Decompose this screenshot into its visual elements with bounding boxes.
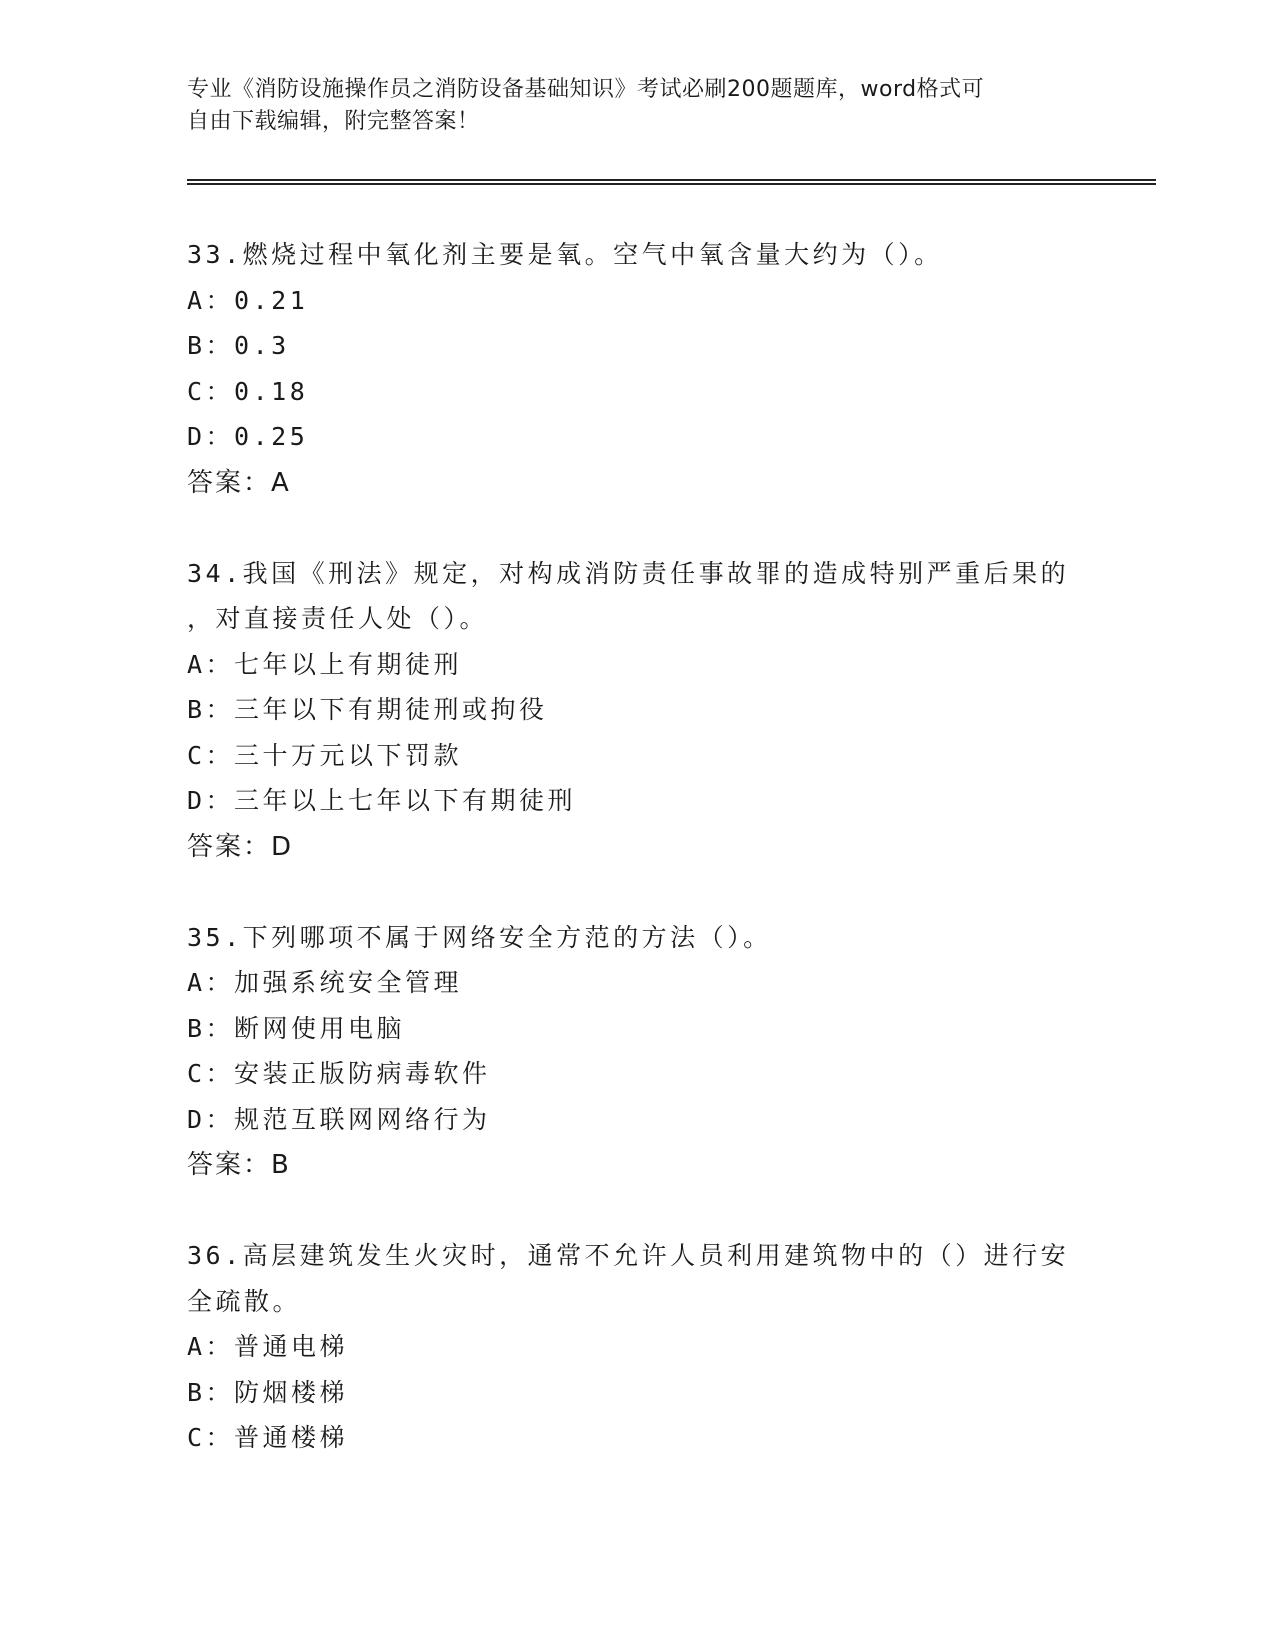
document-header xyxy=(187,74,1067,138)
option-b: B：断网使用电脑 xyxy=(187,1013,406,1043)
option-b: B：三年以下有期徒刑或拘役 xyxy=(187,695,548,724)
question-stem-continued: ，对直接责任人处（）。 xyxy=(187,604,489,633)
question-33 xyxy=(187,232,1087,506)
question-36 xyxy=(187,1233,1087,1461)
answer-line: 答案：B xyxy=(187,1150,291,1180)
option-d: D：0.25 xyxy=(187,422,309,451)
question-stem: 35.下列哪项不属于网络安全方范的方法（）。 xyxy=(187,922,772,952)
option-d: D：三年以上七年以下有期徒刑 xyxy=(187,786,577,815)
header-divider xyxy=(187,179,1156,185)
option-a: A：七年以上有期徒刑 xyxy=(187,649,463,679)
answer-line: 答案：D xyxy=(187,831,294,862)
option-c: C：三十万元以下罚款 xyxy=(187,740,463,770)
option-b: B：0.3 xyxy=(187,331,290,360)
header-line-2: 自由下载编辑，附完整答案！ xyxy=(187,109,480,134)
question-35 xyxy=(187,915,1087,1189)
answer-line: 答案：A xyxy=(187,467,291,498)
header-line-1: 专业《消防设施操作员之消防设备基础知识》考试必刷200题题库，word格式可 xyxy=(187,77,985,102)
option-c: C：安装正版防病毒软件 xyxy=(187,1059,491,1088)
option-b: B：防烟楼梯 xyxy=(187,1377,349,1407)
question-stem: 33.燃烧过程中氧化剂主要是氧。空气中氧含量大约为（）。 xyxy=(187,240,943,269)
question-stem: 34.我国《刑法》规定，对构成消防责任事故罪的造成特别严重后果的 xyxy=(187,558,1070,588)
question-stem: 36.高层建筑发生火灾时，通常不允许人员利用建筑物中的（）进行安 xyxy=(187,1241,1070,1270)
option-d: D：规范互联网网络行为 xyxy=(187,1104,491,1134)
question-stem-continued: 全疏散。 xyxy=(187,1286,302,1316)
option-a: A：加强系统安全管理 xyxy=(187,968,463,997)
question-34 xyxy=(187,551,1087,870)
question-list xyxy=(187,232,1087,1506)
option-a: A：0.21 xyxy=(187,285,309,315)
option-c: C：0.18 xyxy=(187,376,309,406)
option-c: C：普通楼梯 xyxy=(187,1423,349,1452)
option-a: A：普通电梯 xyxy=(187,1332,349,1361)
